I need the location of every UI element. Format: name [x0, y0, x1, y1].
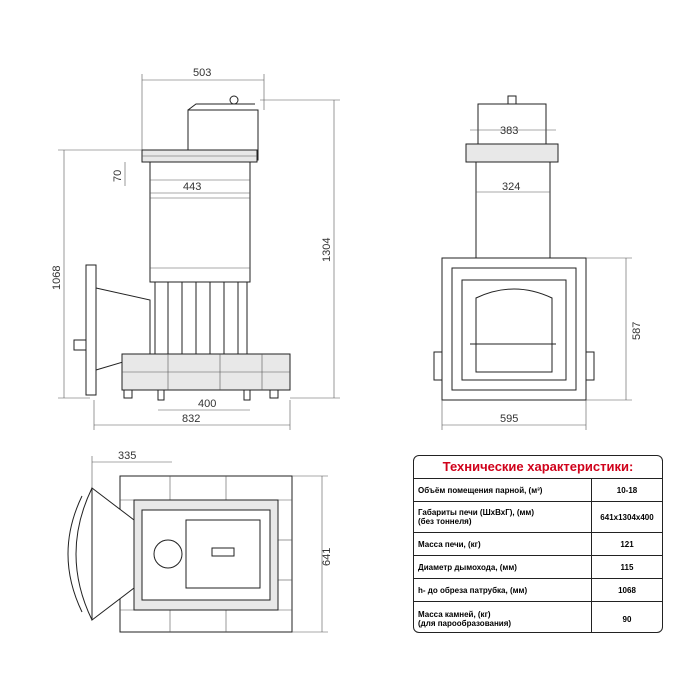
dim-324: 324	[502, 181, 521, 193]
dim-587: 587	[631, 321, 643, 340]
spec-row	[414, 502, 662, 533]
spec-value: 121	[620, 539, 634, 549]
spec-value: 10-18	[616, 485, 638, 495]
dim-383: 383	[500, 125, 519, 137]
spec-row	[414, 579, 662, 602]
spec-param: Масса печи, (кг)	[414, 533, 592, 555]
spec-param: h- до обреза патрубка, (мм)	[414, 579, 592, 601]
spec-table-title: Технические характеристики:	[414, 456, 662, 479]
dim-335: 335	[118, 450, 137, 462]
dim-1068: 1068	[51, 265, 63, 290]
spec-table-rows	[414, 479, 662, 633]
dim-641: 641	[321, 547, 333, 566]
spec-row	[414, 533, 662, 556]
spec-value: 90	[622, 614, 632, 624]
dim-400: 400	[198, 398, 217, 410]
spec-table	[413, 455, 663, 633]
spec-param: Объём помещения парной, (м³)	[414, 479, 592, 501]
dim-70: 70	[112, 169, 124, 182]
side-view	[51, 67, 340, 430]
dim-595: 595	[500, 413, 519, 425]
dim-1304: 1304	[321, 237, 333, 262]
dim-503: 503	[193, 67, 212, 79]
plan-view	[68, 450, 333, 632]
spec-param: Габариты печи (ШхВхГ), (мм) (без тоннеля)	[414, 502, 592, 532]
spec-param: Масса камней, (кг) (для парообразования)	[414, 602, 592, 633]
spec-row	[414, 479, 662, 502]
spec-value: 641х1304х400	[600, 512, 654, 522]
dim-443: 443	[183, 181, 202, 193]
spec-row	[414, 556, 662, 579]
dim-832: 832	[182, 413, 201, 425]
front-view	[434, 96, 643, 430]
spec-value: 115	[620, 562, 634, 572]
spec-param: Диаметр дымохода, (мм)	[414, 556, 592, 578]
spec-row	[414, 602, 662, 633]
spec-value: 1068	[618, 585, 636, 595]
